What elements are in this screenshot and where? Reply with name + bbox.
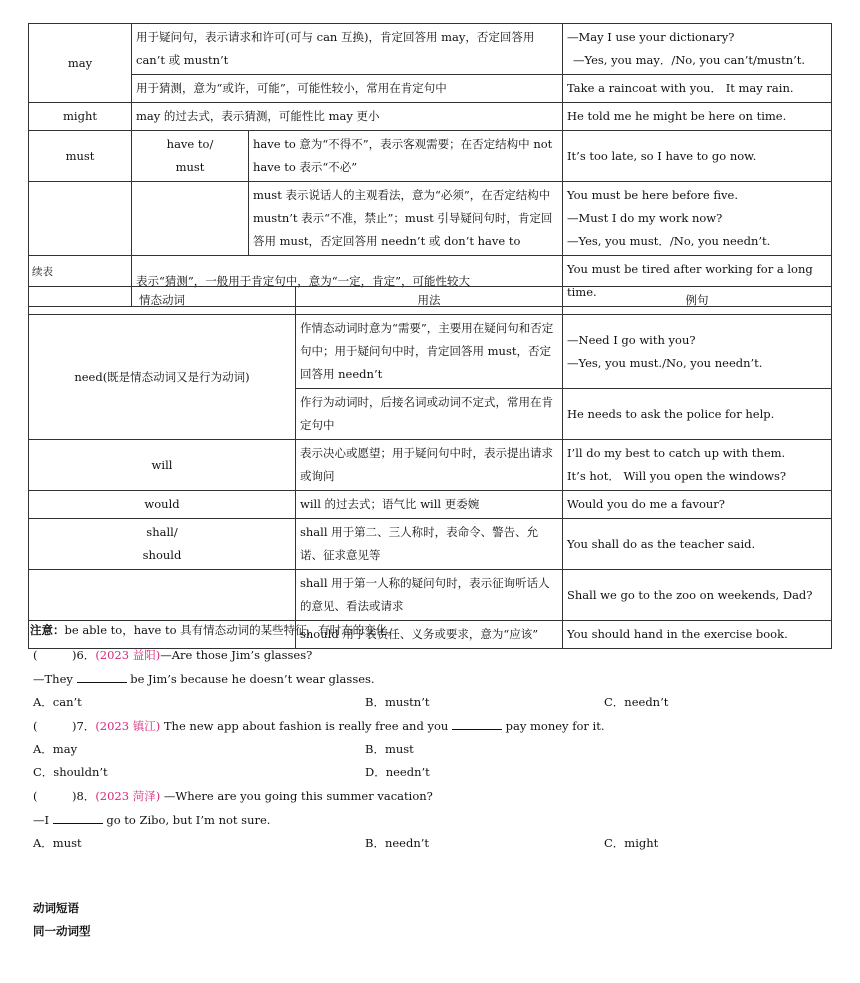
example-cell: He told me he might be here on time. xyxy=(563,103,832,131)
question-source: (2023 益阳) xyxy=(95,648,161,662)
question-source: (2023 菏泽) xyxy=(95,789,161,803)
option-a[interactable]: A．can’t xyxy=(33,695,82,709)
option-c[interactable]: C．shouldn’t xyxy=(33,765,108,779)
example-line: —Need I go with you? xyxy=(567,332,696,347)
example-line: —Must I do my work now? xyxy=(567,211,723,225)
verb-will: will xyxy=(29,440,296,491)
usage-cell: shall 用于第二、三人称时，表命令、警告、允诺、征求意见等 xyxy=(296,519,563,570)
answer-blank[interactable] xyxy=(77,670,127,683)
usage-cell: 作行为动词时，后接名词或动词不定式，常用在肯定句中 xyxy=(296,389,563,440)
question-6-line2 xyxy=(33,670,375,686)
option-a[interactable]: A．may xyxy=(33,742,78,756)
table-row xyxy=(29,182,832,256)
answer-paren[interactable]: ( ) xyxy=(33,789,77,803)
empty-cell xyxy=(29,570,296,621)
answer-blank[interactable] xyxy=(53,811,103,824)
usage-cell: will 的过去式；语气比 will 更委婉 xyxy=(296,491,563,519)
stem-part: —They xyxy=(33,672,73,686)
verb-might: might xyxy=(29,103,132,131)
example-cell: You must be tired after working for a long time. xyxy=(563,256,832,307)
table-row xyxy=(29,519,832,570)
usage-cell: 作情态动词时意为“需要”，主要用在疑问句和否定句中；用于疑问句中时，肯定回答用 must，否定回答用 needn’t xyxy=(296,315,563,389)
question-8-line2 xyxy=(33,811,270,827)
option-a[interactable]: A．must xyxy=(33,836,82,850)
table-header-row xyxy=(29,287,832,315)
example-line: I’ll do my best to catch up with them. xyxy=(567,446,786,460)
question-number: 6． xyxy=(76,648,96,662)
table-row xyxy=(29,440,832,491)
note-text: be able to，have to 具有情态动词的某些特征，有时态的变化。 xyxy=(64,623,399,637)
answer-paren[interactable]: ( ) xyxy=(33,648,77,662)
usage-cell: 表示决心或愿望；用于疑问句中时，表示提出请求或询问 xyxy=(296,440,563,491)
table-row xyxy=(29,103,832,131)
stem-part: be Jim’s because he doesn’t wear glasses. xyxy=(130,672,375,686)
option-c[interactable]: C．needn’t xyxy=(604,695,669,709)
usage-cell: must 表示说话人的主观看法，意为“必须”，在否定结构中 mustn’t 表示“不准，禁止”；must 引导疑问句时，肯定回答用 must，否定回答用 needn’t 或 don’t have to xyxy=(249,182,563,256)
question-stem: —Where are you going this summer vacation? xyxy=(163,789,433,803)
continued-label: 续表 xyxy=(32,266,53,278)
question-7 xyxy=(33,717,604,734)
example-cell xyxy=(563,315,832,389)
question-6 xyxy=(33,647,312,663)
stem-part: The new app about fashion is really free and you xyxy=(163,719,449,733)
verb-may: may xyxy=(29,24,132,103)
header-modal-verb: 情态动词 xyxy=(29,287,296,315)
table-row xyxy=(29,570,832,621)
example-line: It’s hot． Will you open the windows? xyxy=(567,469,787,483)
verb-must: must xyxy=(29,131,132,182)
option-d[interactable]: D．needn’t xyxy=(365,765,430,779)
modal-verbs-table-part1 xyxy=(28,23,832,307)
verb-need: need(既是情态动词又是行为动词) xyxy=(29,315,296,440)
section-heading: 同一动词型 xyxy=(33,924,91,938)
question-stem: —Are those Jim’s glasses? xyxy=(160,648,313,662)
table-row xyxy=(29,491,832,519)
question-number: 7． xyxy=(76,719,96,733)
table-row xyxy=(29,75,832,103)
verb-would: would xyxy=(29,491,296,519)
example-cell xyxy=(563,182,832,256)
example-cell: He needs to ask the police for help. xyxy=(563,389,832,440)
stem-part: pay money for it. xyxy=(505,719,605,733)
example-line: —May I use your dictionary? xyxy=(567,30,735,44)
note-label: 注意： xyxy=(30,623,65,637)
note xyxy=(30,622,399,638)
table-row xyxy=(29,24,832,75)
header-example: 例句 xyxy=(563,287,832,315)
usage-cell: shall 用于第一人称的疑问句时，表示征询听话人的意见、看法或请求 xyxy=(296,570,563,621)
stem-part: go to Zibo, but I’m not sure. xyxy=(106,813,271,827)
question-number: 8． xyxy=(76,789,96,803)
example-cell: Shall we go to the zoo on weekends, Dad? xyxy=(563,570,832,621)
section-heading: 动词短语 xyxy=(33,901,79,915)
table-row xyxy=(29,315,832,389)
usage-cell: 用于疑问句，表示请求和许可(可与 can 互换)，肯定回答用 may，否定回答用 can’t 或 mustn’t xyxy=(132,24,563,75)
example-cell: Would you do me a favour? xyxy=(563,491,832,519)
modal-verbs-table-part2 xyxy=(28,286,832,649)
example-cell: You should hand in the exercise book. xyxy=(563,621,832,649)
option-b[interactable]: B．needn’t xyxy=(365,836,430,850)
example-cell xyxy=(563,24,832,75)
example-cell: Take a raincoat with you． It may rain. xyxy=(563,75,832,103)
example-line: You must be here before five. xyxy=(567,188,738,202)
table-row xyxy=(29,131,832,182)
example-cell xyxy=(563,440,832,491)
example-line: —Yes, you must．/No, you needn’t. xyxy=(567,234,771,248)
question-8 xyxy=(33,788,433,804)
sub-verb-have-to-must: have to/ must xyxy=(132,131,249,182)
verb-shall-should: shall/ should xyxy=(29,519,296,570)
header-usage: 用法 xyxy=(296,287,563,315)
example-line: —Yes, you may．/No, you can’t/mustn’t. xyxy=(573,53,806,67)
option-b[interactable]: B．must xyxy=(365,742,414,756)
option-b[interactable]: B．mustn’t xyxy=(365,695,430,709)
usage-cell: 用于猜测，意为“或许，可能”，可能性较小，常用在肯定句中 xyxy=(132,75,563,103)
example-cell: You shall do as the teacher said. xyxy=(563,519,832,570)
option-c[interactable]: C．might xyxy=(604,836,659,850)
empty-cell xyxy=(29,182,132,256)
stem-part: —I xyxy=(33,813,50,827)
usage-cell: should 用于表责任、义务或要求，意为“应该” xyxy=(296,621,563,649)
example-cell: It’s too late, so I have to go now. xyxy=(563,131,832,182)
usage-cell: have to 意为“不得不”，表示客观需要；在否定结构中 not have to 表示“不必” xyxy=(249,131,563,182)
question-source: (2023 镇江) xyxy=(95,719,161,733)
answer-blank[interactable] xyxy=(452,717,502,730)
answer-paren[interactable]: ( ) xyxy=(33,719,77,733)
example-line: —Yes, you must./No, you needn’t. xyxy=(567,355,763,370)
usage-cell: 表示“猜测”，一般用于肯定句中，意为“一定，肯定”，可能性较大 xyxy=(132,256,563,307)
empty-cell xyxy=(132,182,249,256)
usage-cell: may 的过去式，表示猜测，可能性比 may 更小 xyxy=(132,103,563,131)
